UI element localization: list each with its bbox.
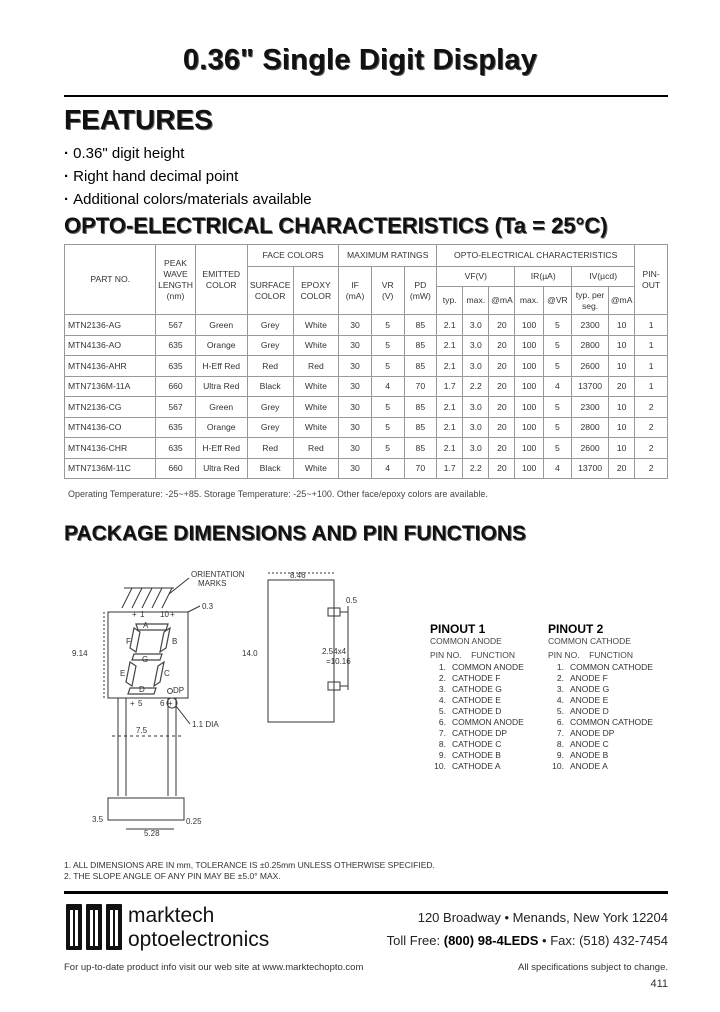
- company-name-line1: marktech: [128, 904, 215, 927]
- col-ir: IR(µA): [515, 267, 572, 287]
- pinout1-pin-row: [430, 695, 524, 706]
- pinout2-title: PINOUT 2: [548, 622, 604, 636]
- table-cell-vr: 4: [371, 376, 404, 397]
- table-row: [65, 397, 668, 418]
- dim-0-3: 0.3: [202, 602, 214, 611]
- table-cell-iv-typ: 2800: [572, 335, 609, 356]
- table-cell-if: 30: [339, 315, 372, 336]
- table-cell-vf-max: 3.0: [463, 315, 489, 336]
- table-cell-epoxy: White: [293, 376, 339, 397]
- col-ir-max: max.: [515, 287, 543, 315]
- table-cell-wl: 567: [156, 397, 195, 418]
- pin-function: COMMON ANODE: [452, 662, 524, 672]
- website-note: For up-to-date product info visit our web site at www.marktechopto.com: [64, 962, 364, 973]
- plus5-label: +: [130, 699, 135, 708]
- pin-function: CATHODE C: [452, 739, 502, 749]
- pinout1-title: PINOUT 1: [430, 622, 486, 636]
- table-cell-iv-ma: 10: [609, 397, 635, 418]
- pin-number: 3.: [438, 684, 446, 694]
- pin-number: 10.: [552, 761, 564, 771]
- features-list: [64, 142, 312, 211]
- table-cell-epoxy: White: [293, 397, 339, 418]
- table-row: [65, 458, 668, 479]
- table-cell-pd: 70: [404, 458, 437, 479]
- table-row: [65, 335, 668, 356]
- table-cell-vf-max: 3.0: [463, 335, 489, 356]
- col-vf-typ: typ.: [437, 287, 463, 315]
- pin-number: 3.: [556, 684, 564, 694]
- table-cell-surface: Grey: [247, 417, 293, 438]
- seg-a-label: A: [143, 621, 149, 630]
- dimension-note: 2. THE SLOPE ANGLE OF ANY PIN MAY BE ±5.0° MAX.: [64, 871, 281, 881]
- table-cell-vf-typ: 1.7: [437, 458, 463, 479]
- company-name-line2: optoelectronics: [128, 928, 270, 951]
- pin-number: 2.: [556, 673, 564, 683]
- table-cell-vf-ma: 20: [489, 397, 515, 418]
- dim-10-16: =10.16: [326, 657, 351, 666]
- pinout2-pin-row: [548, 706, 653, 717]
- table-cell-part: MTN7136M-11A: [65, 376, 156, 397]
- dim-9-14: 9.14: [72, 649, 88, 658]
- table-cell-iv-ma: 10: [609, 335, 635, 356]
- table-cell-vr: 5: [371, 438, 404, 459]
- table-cell-pd: 85: [404, 438, 437, 459]
- table-cell-epoxy: Red: [293, 356, 339, 377]
- orientation-marks: [122, 588, 174, 608]
- pin1-label: 1: [140, 610, 145, 619]
- feature-item: · 0.36" digit height: [64, 142, 312, 165]
- pin-function: COMMON CATHODE: [570, 717, 653, 727]
- table-cell-pin: 1: [635, 376, 668, 397]
- table-cell-vf-typ: 2.1: [437, 397, 463, 418]
- table-cell-if: 30: [339, 335, 372, 356]
- pin-function: CATHODE A: [452, 761, 501, 771]
- table-cell-vf-ma: 20: [489, 335, 515, 356]
- table-cell-ir-max: 100: [515, 458, 543, 479]
- table-cell-vf-typ: 2.1: [437, 417, 463, 438]
- pin-number: 1.: [438, 662, 446, 672]
- pinout2-pin-row: [548, 662, 653, 673]
- table-cell-iv-typ: 13700: [572, 376, 609, 397]
- table-cell-color: Ultra Red: [195, 458, 247, 479]
- plus6-label: +: [168, 699, 173, 708]
- opto-heading: OPTO-ELECTRICAL CHARACTERISTICS (Ta = 25°C): [64, 213, 608, 238]
- pin-number: 7.: [556, 728, 564, 738]
- table-cell-vf-ma: 20: [489, 376, 515, 397]
- table-cell-if: 30: [339, 438, 372, 459]
- table-cell-vr: 4: [371, 458, 404, 479]
- table-cell-surface: Red: [247, 356, 293, 377]
- page-title: 0.36" Single Digit Display: [182, 44, 538, 76]
- table-cell-pin: 2: [635, 417, 668, 438]
- col-epoxy: EPOXY COLOR: [293, 267, 339, 315]
- pinout1-sub: COMMON ANODE: [430, 636, 502, 646]
- dimension-notes: [64, 860, 435, 882]
- col-opto-char: OPTO-ELECTRICAL CHARACTERISTICS: [437, 245, 635, 267]
- dim-7-5: 7.5: [136, 726, 148, 735]
- col-iv-ma: @mA: [609, 287, 635, 315]
- table-cell-vf-ma: 20: [489, 315, 515, 336]
- table-cell-vf-max: 3.0: [463, 438, 489, 459]
- pin-number: 7.: [438, 728, 446, 738]
- table-cell-surface: Red: [247, 438, 293, 459]
- table-cell-vr: 5: [371, 417, 404, 438]
- company-address: 120 Broadway • Menands, New York 12204: [417, 910, 668, 925]
- pinout2-pin-row: [548, 684, 653, 695]
- table-cell-color: Green: [195, 397, 247, 418]
- table-cell-iv-ma: 10: [609, 438, 635, 459]
- pinout1-pin-row: [430, 673, 524, 684]
- table-cell-ir-max: 100: [515, 376, 543, 397]
- table-cell-ir-max: 100: [515, 315, 543, 336]
- pin-number: 5.: [438, 706, 446, 716]
- seg-f-label: F: [126, 637, 131, 646]
- seg-g-label: G: [142, 655, 149, 664]
- table-row: [65, 438, 668, 459]
- table-cell-iv-ma: 10: [609, 356, 635, 377]
- col-vf: VF(V): [437, 267, 515, 287]
- table-cell-wl: 567: [156, 315, 195, 336]
- seg-b-label: B: [172, 637, 178, 646]
- table-cell-vf-typ: 2.1: [437, 335, 463, 356]
- table-cell-if: 30: [339, 376, 372, 397]
- table-cell-epoxy: White: [293, 458, 339, 479]
- plus1-label: +: [132, 610, 137, 619]
- table-cell-ir-vr: 4: [543, 458, 571, 479]
- pin-number: 9.: [438, 750, 446, 760]
- pinout1-cols: PIN NO. FUNCTION: [430, 650, 516, 660]
- dim-0-5: 0.5: [346, 596, 358, 605]
- table-cell-wl: 635: [156, 335, 195, 356]
- table-cell-part: MTN7136M-11C: [65, 458, 156, 479]
- table-cell-ir-max: 100: [515, 438, 543, 459]
- table-cell-if: 30: [339, 356, 372, 377]
- table-cell-ir-max: 100: [515, 397, 543, 418]
- company-phone: Toll Free: (800) 98-4LEDS • Fax: (518) 432-7454: [386, 933, 668, 948]
- features-heading: FEATURES: [64, 104, 213, 135]
- pin5-label: 5: [138, 699, 143, 708]
- seg-d-label: D: [139, 685, 145, 694]
- pin-function: CATHODE B: [452, 750, 501, 760]
- table-cell-color: Green: [195, 315, 247, 336]
- col-pd: PD (mW): [404, 267, 437, 315]
- pin-function: ANODE D: [570, 706, 609, 716]
- pinout2-pin-row: [548, 761, 653, 772]
- table-cell-part: MTN2136-CG: [65, 397, 156, 418]
- pin-function: COMMON CATHODE: [570, 662, 653, 672]
- pin-number: 9.: [556, 750, 564, 760]
- table-cell-vf-ma: 20: [489, 458, 515, 479]
- front-pins: [118, 698, 176, 796]
- page-number: 411: [650, 978, 668, 990]
- table-cell-if: 30: [339, 417, 372, 438]
- table-cell-vf-typ: 1.7: [437, 376, 463, 397]
- table-cell-ir-max: 100: [515, 356, 543, 377]
- pin-number: 4.: [556, 695, 564, 705]
- table-cell-ir-max: 100: [515, 417, 543, 438]
- table-cell-pd: 85: [404, 356, 437, 377]
- dim-2-54x4: 2.54x4: [322, 647, 347, 656]
- plus10-label: +: [170, 610, 175, 619]
- table-cell-vr: 5: [371, 335, 404, 356]
- pinout2-pin-row: [548, 739, 653, 750]
- pinout1-pin-row: [430, 750, 524, 761]
- pinout2-pin-row: [548, 750, 653, 761]
- table-cell-vr: 5: [371, 315, 404, 336]
- package-heading: PACKAGE DIMENSIONS AND PIN FUNCTIONS: [64, 522, 527, 545]
- pin-function: ANODE A: [570, 761, 608, 771]
- table-cell-pd: 85: [404, 315, 437, 336]
- table-cell-wl: 635: [156, 356, 195, 377]
- operating-temp-note: Operating Temperature: -25~+85. Storage Temperature: -25~+100. Other face/epoxy colors are available.: [68, 489, 488, 499]
- table-cell-if: 30: [339, 458, 372, 479]
- col-face-colors: FACE COLORS: [247, 245, 338, 267]
- pinout2-pin-row: [548, 728, 653, 739]
- table-cell-if: 30: [339, 397, 372, 418]
- seg-e-label: E: [120, 669, 126, 678]
- pin-number: 5.: [556, 706, 564, 716]
- table-cell-wl: 660: [156, 458, 195, 479]
- table-cell-part: MTN4136-CHR: [65, 438, 156, 459]
- pin-function: ANODE G: [570, 684, 610, 694]
- table-cell-vf-max: 3.0: [463, 417, 489, 438]
- table-cell-part: MTN4136-AO: [65, 335, 156, 356]
- pinout2-list: [548, 662, 653, 772]
- table-cell-ir-vr: 5: [543, 315, 571, 336]
- dim-0-25: 0.25: [186, 817, 202, 826]
- table-cell-vf-max: 3.0: [463, 356, 489, 377]
- col-surface: SURFACE COLOR: [247, 267, 293, 315]
- feature-item: · Additional colors/materials available: [64, 188, 312, 211]
- table-cell-wl: 635: [156, 438, 195, 459]
- col-ir-vr: @VR: [543, 287, 571, 315]
- table-cell-vr: 5: [371, 397, 404, 418]
- table-cell-vf-typ: 2.1: [437, 356, 463, 377]
- pinout1-pin-row: [430, 728, 524, 739]
- pin-number: 2.: [438, 673, 446, 683]
- table-cell-part: MTN4136-CO: [65, 417, 156, 438]
- table-cell-iv-typ: 2600: [572, 438, 609, 459]
- table-cell-epoxy: Red: [293, 438, 339, 459]
- pin-function: CATHODE F: [452, 673, 501, 683]
- table-cell-surface: Black: [247, 376, 293, 397]
- col-vf-max: max.: [463, 287, 489, 315]
- table-cell-ir-max: 100: [515, 335, 543, 356]
- col-if: IF (mA): [339, 267, 372, 315]
- col-iv-typ: typ. per seg.: [572, 287, 609, 315]
- table-cell-pin: 1: [635, 315, 668, 336]
- table-cell-epoxy: White: [293, 335, 339, 356]
- table-cell-iv-typ: 2300: [572, 397, 609, 418]
- table-cell-ir-vr: 4: [543, 376, 571, 397]
- col-max-ratings: MAXIMUM RATINGS: [339, 245, 437, 267]
- table-cell-vf-max: 3.0: [463, 397, 489, 418]
- table-cell-pin: 2: [635, 397, 668, 418]
- pin-function: CATHODE D: [452, 706, 502, 716]
- pinout2-pin-row: [548, 717, 653, 728]
- footer-rule: [64, 891, 668, 894]
- table-row: [65, 356, 668, 377]
- pinout1-pin-row: [430, 662, 524, 673]
- pin-function: CATHODE G: [452, 684, 502, 694]
- table-cell-color: Orange: [195, 335, 247, 356]
- dim-5-28: 5.28: [144, 829, 160, 838]
- col-pinout: PIN- OUT: [635, 245, 668, 315]
- table-cell-vf-typ: 2.1: [437, 438, 463, 459]
- table-cell-pin: 1: [635, 335, 668, 356]
- table-cell-ir-vr: 5: [543, 438, 571, 459]
- table-cell-epoxy: White: [293, 417, 339, 438]
- table-cell-pd: 85: [404, 335, 437, 356]
- table-cell-vr: 5: [371, 356, 404, 377]
- table-cell-pd: 70: [404, 376, 437, 397]
- table-cell-wl: 660: [156, 376, 195, 397]
- pin-function: CATHODE E: [452, 695, 501, 705]
- pinout2-sub: COMMON CATHODE: [548, 636, 631, 646]
- table-cell-color: Ultra Red: [195, 376, 247, 397]
- pin-function: ANODE E: [570, 695, 609, 705]
- pin-function: COMMON ANODE: [452, 717, 524, 727]
- pinout2-pin-row: [548, 673, 653, 684]
- table-cell-vf-ma: 20: [489, 438, 515, 459]
- col-emitted: EMITTED COLOR: [195, 245, 247, 315]
- table-row: [65, 417, 668, 438]
- dim-14-0: 14.0: [242, 649, 258, 658]
- table-cell-pd: 85: [404, 397, 437, 418]
- table-cell-color: H-Eff Red: [195, 438, 247, 459]
- table-cell-iv-ma: 10: [609, 417, 635, 438]
- table-cell-ir-vr: 5: [543, 397, 571, 418]
- table-cell-iv-ma: 20: [609, 376, 635, 397]
- table-cell-pin: 1: [635, 356, 668, 377]
- table-cell-iv-ma: 20: [609, 458, 635, 479]
- dimension-note: 1. ALL DIMENSIONS ARE IN mm, TOLERANCE IS ±0.25mm UNLESS OTHERWISE SPECIFIED.: [64, 860, 435, 870]
- col-part-no: PART NO.: [65, 245, 156, 315]
- table-cell-surface: Grey: [247, 315, 293, 336]
- pinout1-pin-row: [430, 739, 524, 750]
- table-row: [65, 376, 668, 397]
- col-vf-ma: @mA: [489, 287, 515, 315]
- pin-function: ANODE B: [570, 750, 609, 760]
- table-cell-surface: Grey: [247, 397, 293, 418]
- pin10-label: 10: [160, 610, 169, 619]
- pin-function: ANODE F: [570, 673, 608, 683]
- col-peak: PEAK WAVE LENGTH (nm): [156, 245, 195, 315]
- table-cell-color: H-Eff Red: [195, 356, 247, 377]
- table-cell-part: MTN4136-AHR: [65, 356, 156, 377]
- spec-note: All specifications subject to change.: [518, 962, 668, 973]
- pinout1-pin-row: [430, 684, 524, 695]
- table-cell-pin: 2: [635, 438, 668, 459]
- package-drawing: [64, 566, 424, 856]
- pin-number: 4.: [438, 695, 446, 705]
- table-cell-iv-ma: 10: [609, 315, 635, 336]
- table-cell-iv-typ: 2800: [572, 417, 609, 438]
- dim-1-1-dia: 1.1 DIA: [192, 720, 219, 729]
- seg-c-label: C: [164, 669, 170, 678]
- pin-number: 1.: [556, 662, 564, 672]
- table-cell-vf-max: 2.2: [463, 458, 489, 479]
- col-iv: IV(µcd): [572, 267, 635, 287]
- pin-number: 8.: [556, 739, 564, 749]
- pinout2-cols: PIN NO. FUNCTION: [548, 650, 634, 660]
- table-cell-surface: Black: [247, 458, 293, 479]
- table-cell-iv-typ: 13700: [572, 458, 609, 479]
- pinout2-pin-row: [548, 695, 653, 706]
- pinout1-pin-row: [430, 761, 524, 772]
- pin-function: ANODE C: [570, 739, 609, 749]
- dim-orientation-1: ORIENTATION: [191, 570, 245, 579]
- marktech-logo-icon: [64, 904, 128, 952]
- dim-8-46: 8.46: [290, 571, 306, 580]
- pin-function: CATHODE DP: [452, 728, 508, 738]
- table-cell-part: MTN2136-AG: [65, 315, 156, 336]
- table-cell-surface: Grey: [247, 335, 293, 356]
- dim-orientation-2: MARKS: [198, 579, 227, 588]
- pin-number: 6.: [438, 717, 446, 727]
- pin-number: 6.: [556, 717, 564, 727]
- table-cell-pin: 2: [635, 458, 668, 479]
- table-cell-ir-vr: 5: [543, 335, 571, 356]
- title-rule: [64, 95, 668, 97]
- pinout1-pin-row: [430, 717, 524, 728]
- col-vr: VR (V): [371, 267, 404, 315]
- feature-item: · Right hand decimal point: [64, 165, 312, 188]
- table-cell-iv-typ: 2600: [572, 356, 609, 377]
- pinout1-block: [430, 622, 524, 772]
- pinout1-pin-row: [430, 706, 524, 717]
- table-row: [65, 315, 668, 336]
- opto-table-body: [65, 315, 668, 479]
- table-cell-color: Orange: [195, 417, 247, 438]
- pinout2-block: [548, 622, 653, 772]
- table-cell-vf-ma: 20: [489, 417, 515, 438]
- opto-table: [64, 244, 668, 479]
- seg-dp-label: DP: [173, 686, 185, 695]
- table-cell-vf-max: 2.2: [463, 376, 489, 397]
- table-cell-ir-vr: 5: [543, 417, 571, 438]
- table-cell-iv-typ: 2300: [572, 315, 609, 336]
- pin-number: 10.: [434, 761, 446, 771]
- table-cell-vf-typ: 2.1: [437, 315, 463, 336]
- table-cell-pd: 85: [404, 417, 437, 438]
- pin-function: ANODE DP: [570, 728, 615, 738]
- table-cell-wl: 635: [156, 417, 195, 438]
- table-cell-vf-ma: 20: [489, 356, 515, 377]
- pinout1-list: [430, 662, 524, 772]
- pin6-label: 6: [160, 699, 165, 708]
- table-cell-ir-vr: 5: [543, 356, 571, 377]
- dim-3-5: 3.5: [92, 815, 104, 824]
- pin-number: 8.: [438, 739, 446, 749]
- table-cell-epoxy: White: [293, 315, 339, 336]
